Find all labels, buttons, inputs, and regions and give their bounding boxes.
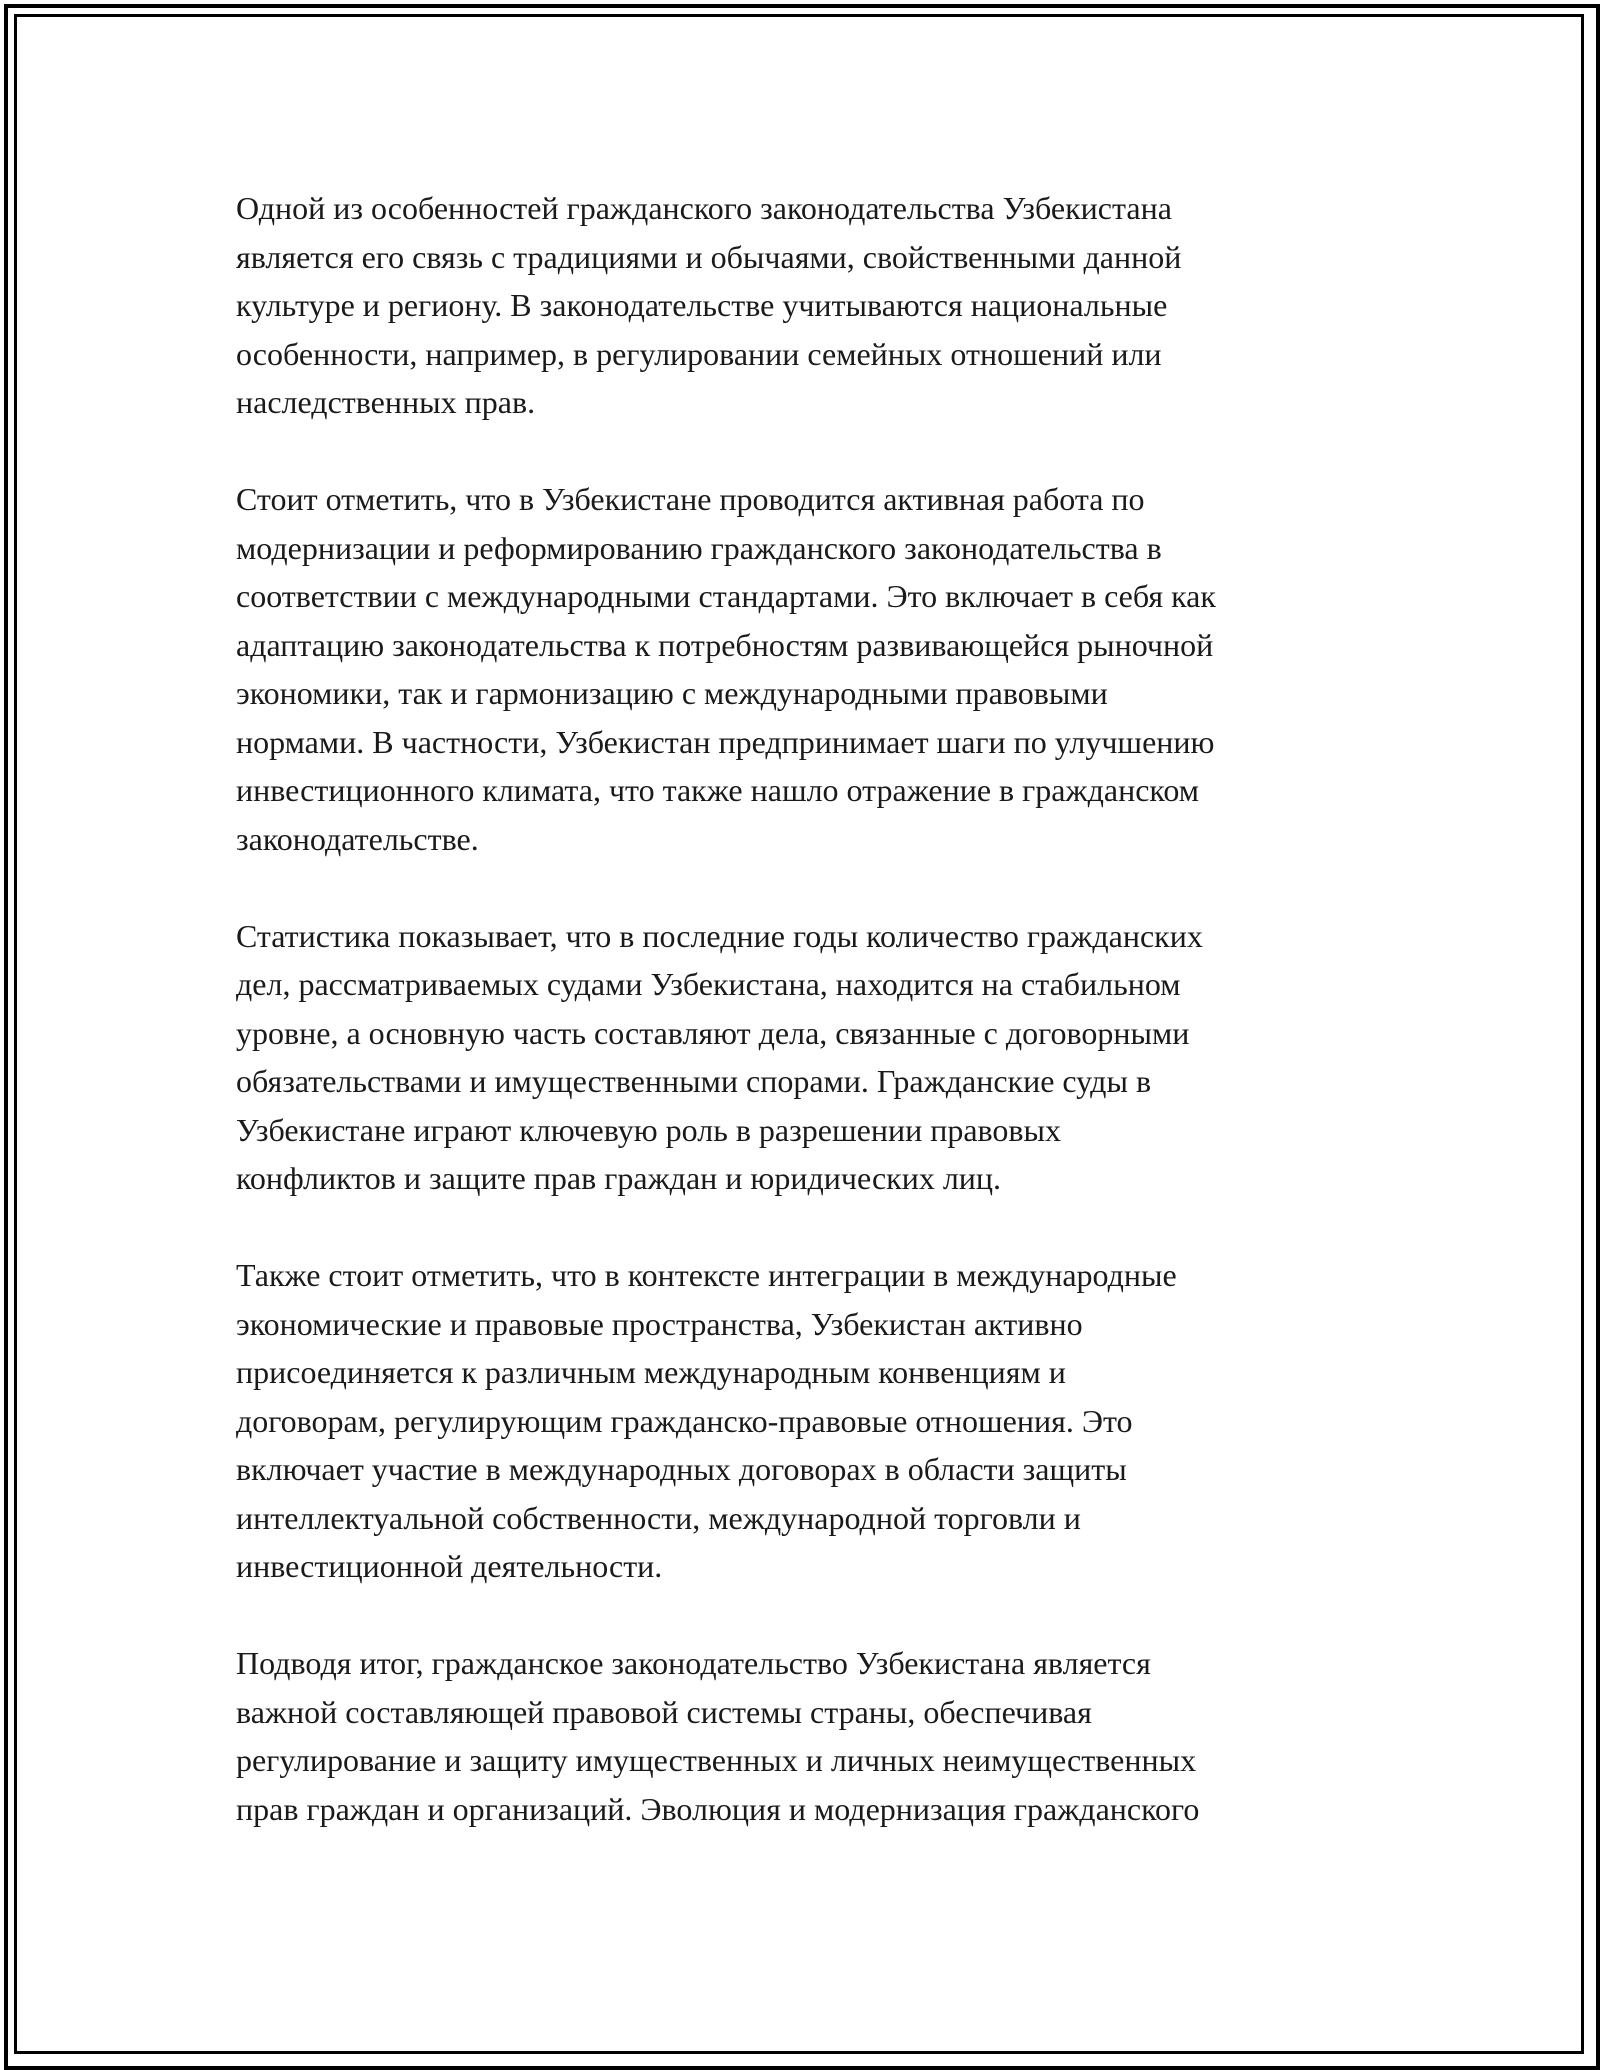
paragraph-statistics: Статистика показывает, что в последние годы количество гражданских дел, рассматриваемых судами Узбекистана, находится на стабильном уровне, а основную часть составляют дела, связанные с договорными обязательствами и имущественными спорами. Гражданские суды в Узбекистане играют ключевую роль в разрешении правовых конфликтов и защите прав граждан и юридических лиц. [236,917,1203,1196]
paragraph-conclusion: Подводя итог, гражданское законодательство Узбекистана является важной составляющей правовой системы страны, обеспечивая регулирование и защиту имущественных и личных неимущественных прав граждан и организаций. Эволюция и модернизация гражданского [236,1645,1200,1827]
paragraph-international-integration: Также стоит отметить, что в контексте интеграции в международные экономические и правовые пространства, Узбекистан активно присоединяется к различным международным конвенциям и договорам, регулирующим гражданско-правовые отношения. Это включает участие в международных договорах в области защиты интеллектуальной собственности, международной торговли и инвестиционной деятельности. [236,1257,1177,1584]
document-body [236,184,1376,1833]
paragraph-modernization: Стоит отметить, что в Узбекистане проводится активная работа по модернизации и реформированию гражданского законодательства в соответствии с международными стандартами. Это включает в себя как адаптацию законодательства к потребностям развивающейся рыночной экономики, так и гармонизацию с международными правовыми нормами. В частности, Узбекистан предпринимает шаги по улучшению инвестиционного климата, что также нашло отражение в гражданском законодательстве. [236,481,1216,857]
paragraph-traditions: Одной из особенностей гражданского законодательства Узбекистана является его связь с традициями и обычаями, свойственными данной культуре и региону. В законодательстве учитываются национальные особенности, например, в регулировании семейных отношений или наследственных прав. [236,190,1182,420]
